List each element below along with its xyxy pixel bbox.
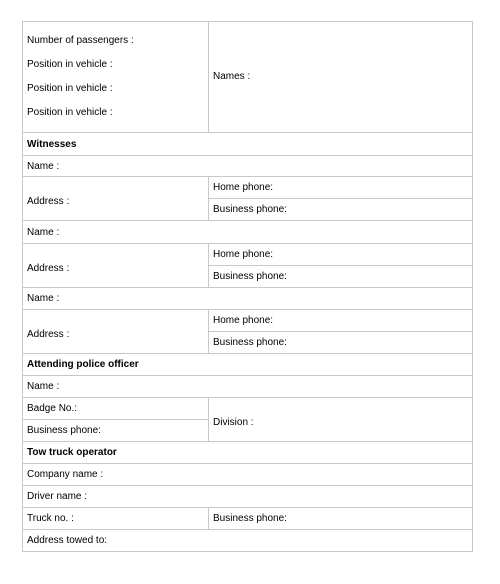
witness-2-address-label: Address : — [27, 262, 70, 274]
witnesses-heading: Witnesses — [23, 133, 473, 156]
witness-2-home-phone-field[interactable] — [209, 244, 473, 266]
truck-number-label: Truck no. : — [27, 513, 74, 524]
passenger-names-field[interactable] — [209, 22, 473, 133]
address-towed-to-label: Address towed to: — [27, 535, 108, 546]
police-business-phone-field[interactable] — [23, 420, 209, 442]
witness-3-business-phone-field[interactable] — [209, 332, 473, 354]
witness-1-address-field[interactable] — [23, 177, 209, 221]
police-name-field[interactable] — [23, 376, 473, 398]
badge-number-field[interactable] — [23, 398, 209, 420]
driver-name-field[interactable] — [23, 486, 473, 508]
witness-3-home-phone-label: Home phone: — [213, 315, 274, 326]
witness-2-name-label: Name : — [27, 226, 60, 238]
witness-3-address-label: Address : — [27, 328, 70, 340]
police-officer-heading: Attending police officer — [23, 354, 473, 376]
company-name-field[interactable] — [23, 464, 473, 486]
witness-3-name-field[interactable] — [23, 288, 473, 310]
passengers-cell[interactable] — [23, 22, 209, 133]
witness-2-name-field[interactable] — [23, 221, 473, 244]
witness-1-home-phone-field[interactable] — [209, 177, 473, 199]
position-in-vehicle-label-2: Position in vehicle : — [27, 83, 113, 94]
company-name-label: Company name : — [27, 469, 104, 480]
witness-1-name-field[interactable] — [23, 156, 473, 177]
badge-number-label: Badge No.: — [27, 403, 78, 414]
division-field[interactable] — [209, 398, 473, 442]
witness-2-address-field[interactable] — [23, 244, 209, 288]
tow-truck-heading: Tow truck operator — [23, 442, 473, 464]
position-in-vehicle-label-1: Position in vehicle : — [27, 59, 113, 70]
driver-name-label: Driver name : — [27, 491, 88, 502]
accident-report-form — [22, 21, 473, 552]
witness-1-address-label: Address : — [27, 195, 70, 207]
address-towed-to-field[interactable] — [23, 530, 473, 552]
witness-2-home-phone-label: Home phone: — [213, 249, 274, 260]
witness-3-address-field[interactable] — [23, 310, 209, 354]
passenger-count-label: Number of passengers : — [27, 35, 134, 46]
tow-business-phone-field[interactable] — [209, 508, 473, 530]
witness-3-business-phone-label: Business phone: — [213, 337, 287, 348]
witness-3-home-phone-field[interactable] — [209, 310, 473, 332]
tow-business-phone-label: Business phone: — [213, 513, 287, 524]
witness-1-home-phone-label: Home phone: — [213, 182, 274, 193]
position-in-vehicle-label-3: Position in vehicle : — [27, 107, 113, 118]
witness-2-business-phone-field[interactable] — [209, 266, 473, 288]
witness-1-business-phone-label: Business phone: — [213, 204, 287, 215]
division-label: Division : — [213, 416, 254, 428]
police-name-label: Name : — [27, 381, 60, 392]
passenger-names-label: Names : — [213, 71, 251, 82]
witness-1-business-phone-field[interactable] — [209, 199, 473, 221]
witness-1-name-label: Name : — [27, 160, 60, 172]
witness-3-name-label: Name : — [27, 293, 60, 304]
witness-2-business-phone-label: Business phone: — [213, 271, 287, 282]
truck-number-field[interactable] — [23, 508, 209, 530]
police-business-phone-label: Business phone: — [27, 425, 101, 436]
